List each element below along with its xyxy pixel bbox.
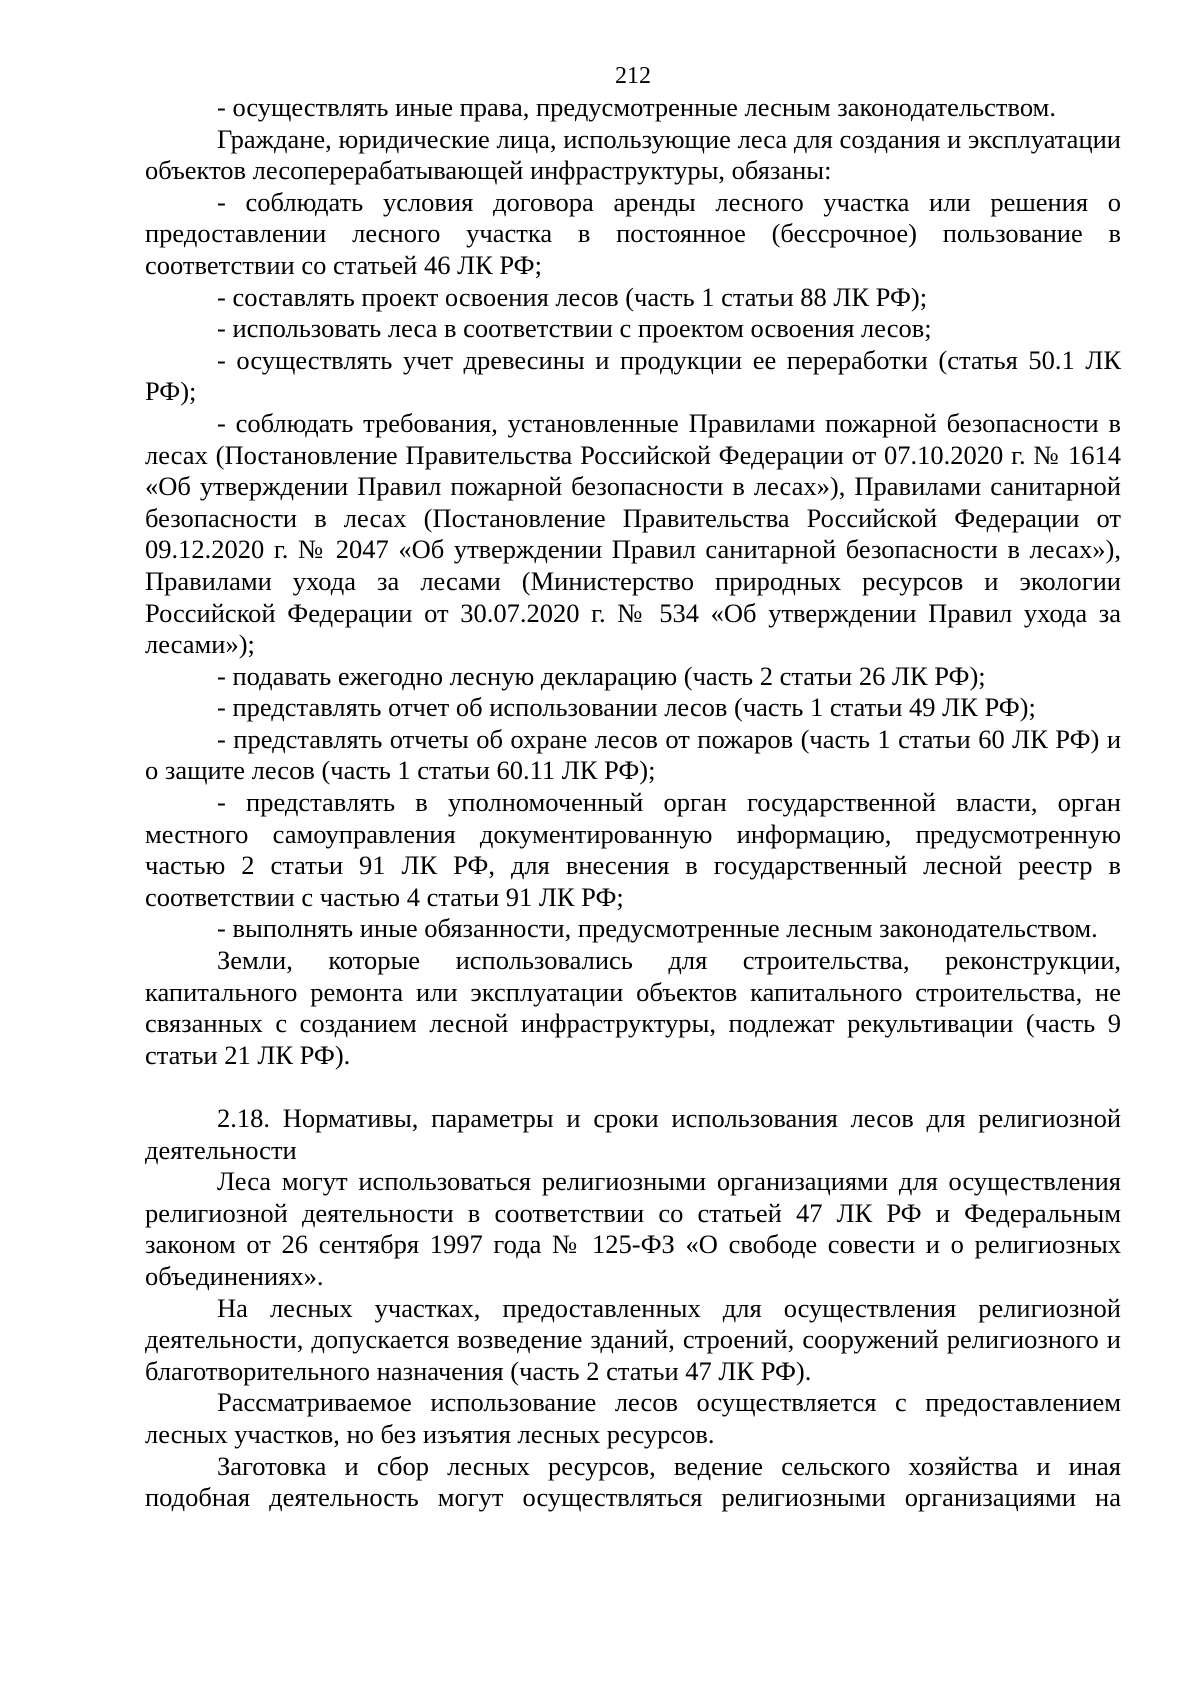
paragraph-no-resource-extraction: Рассматриваемое использование лесов осуществляется с предоставлением лесных участков, но без изъятия лесных ресурсов.	[145, 1387, 1121, 1449]
paragraph-obligations-intro: Граждане, юридические лица, использующие леса для создания и эксплуатации объектов лесоперерабатывающей инфраструктуры, обязаны:	[145, 123, 1121, 186]
paragraph-protection-reports: - представлять отчеты об охране лесов от пожаров (часть 1 статьи 60 ЛК РФ) и о защите лесов (часть 1 статьи 60.11 ЛК РФ);	[145, 723, 1121, 786]
paragraph-religious-buildings: На лесных участках, предоставленных для осуществления религиозной деятельности, допускается возведение зданий, строений, сооружений религиозного и благотворительного назначения (часть 2 статьи 47 ЛК РФ).	[145, 1292, 1121, 1386]
paragraph-other-duties: - выполнять иные обязанности, предусмотренные лесным законодательством.	[217, 913, 1098, 944]
paragraph-development-project: - составлять проект освоения лесов (часть 1 статьи 88 ЛК РФ);	[217, 281, 928, 312]
paragraph-use-per-project: - использовать леса в соответствии с проектом освоения лесов;	[217, 313, 932, 344]
paragraph-resource-harvesting: Заготовка и сбор лесных ресурсов, ведение сельского хозяйства и иная подобная деятельность могут осуществляться религиозными организациями на	[145, 1450, 1121, 1513]
paragraph-safety-rules: - соблюдать требования, установленные Правилами пожарной безопасности в лесах (Постановление Правительства Российской Федерации от 07.10.2020 г. № 1614 «Об утверждении Правил пожарной безопасности в лесах»), Правилами санитарной безопасности в лесах (Постановление Правительства Российской Федерации от 09.12.2020 г. № 2047 «Об утверждении Правил санитарной безопасности в лесах»), Правилами ухода за лесами (Министерство природных ресурсов и экологии Российской Федерации от 30.07.2020 г. № 534 «Об утверждении Правил ухода за лесами»);	[145, 407, 1121, 660]
paragraph-usage-report: - представлять отчет об использовании лесов (часть 1 статьи 49 ЛК РФ);	[217, 692, 1036, 723]
paragraph-religious-use: Леса могут использоваться религиозными организациями для осуществления религиозной деятельности в соответствии со статьей 47 ЛК РФ и Федеральным законом от 26 сентября 1997 года № 125-ФЗ «О свободе совести и о религиозных объединениях».	[145, 1166, 1121, 1291]
paragraph-timber-accounting: - осуществлять учет древесины и продукции ее переработки (статья 50.1 ЛК РФ);	[145, 344, 1121, 407]
blank-line	[145, 1071, 1121, 1103]
document-page	[145, 62, 1121, 1514]
paragraph-land-recultivation: Земли, которые использовались для строительства, реконструкции, капитального ремонта или эксплуатации объектов капитального строительства, не связанных с созданием лесной инфраструктуры, подлежат рекультивации (часть 9 статьи 21 ЛК РФ).	[145, 945, 1121, 1070]
section-heading: 2.18. Нормативы, параметры и сроки использования лесов для религиозной деятельности	[145, 1103, 1121, 1165]
paragraph-registry-information: - представлять в уполномоченный орган государственной власти, орган местного самоуправления документированную информацию, предусмотренную частью 2 статьи 91 ЛК РФ, для внесения в государственный лесной реестр в соответствии с частью 4 статьи 91 ЛК РФ;	[145, 787, 1121, 912]
paragraph-forest-declaration: - подавать ежегодно лесную декларацию (часть 2 статьи 26 ЛК РФ);	[217, 660, 986, 691]
page-number: 212	[615, 63, 651, 89]
paragraph-rights: - осуществлять иные права, предусмотренные лесным законодательством.	[217, 92, 1056, 122]
paragraph-lease-conditions: - соблюдать условия договора аренды лесного участка или решения о предоставлении лесного участка в постоянное (бессрочное) пользование в соответствии со статьей 46 ЛК РФ;	[145, 186, 1121, 280]
